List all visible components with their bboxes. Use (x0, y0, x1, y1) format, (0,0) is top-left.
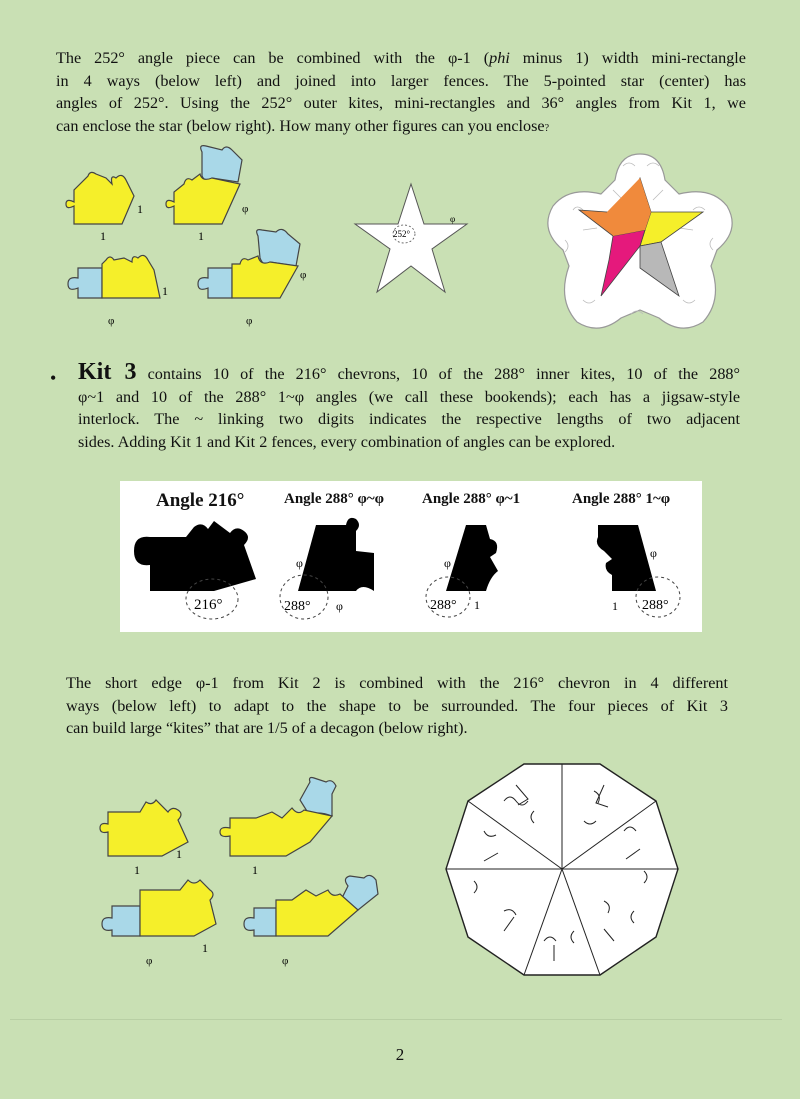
chev-label-1b: 1 (134, 863, 140, 877)
chev-label-3b: φ (146, 955, 153, 967)
combo-2 (166, 146, 242, 224)
strip-title-1-phi: Angle 288° 1~φ (572, 491, 671, 507)
inner-kite-288-piece (298, 518, 374, 591)
kit3-line-2: φ~1 and 10 of the 288° 1~φ angles (we call these bookends); each has a jigsaw-style (78, 387, 740, 406)
combo-4-label-side: φ (300, 269, 307, 281)
combo-4-label-bottom: φ (246, 315, 253, 327)
kit3-line-3: interlock. The ~ linking two digits indicates the respective lengths of two adjacent (78, 410, 740, 428)
combo-3 (68, 255, 160, 298)
kit3-line-1: Kit 3 contains 10 of the 216° chevrons, 10 of the 288° inner kites, 10 of the 288° (78, 359, 740, 385)
kit3-paragraph (78, 361, 740, 453)
combo-4 (198, 229, 300, 298)
star-figure (352, 182, 470, 302)
strip-pieces (120, 511, 702, 632)
combo-1-label-bottom: 1 (100, 229, 106, 243)
star-phi-label: φ (450, 214, 456, 224)
chevron-combo-2 (220, 808, 332, 856)
chev-label-3a: 1 (202, 941, 208, 955)
figure-252-combinations (62, 140, 332, 335)
para3-line-1: The short edge φ-1 from Kit 2 is combined with the 216° chevron in 4 different (66, 674, 728, 692)
phi-label-b: φ (336, 599, 343, 613)
combo-3-label-side: 1 (162, 284, 168, 298)
chev-label-2: 1 (252, 863, 258, 877)
chevron-paragraph (66, 672, 728, 740)
kit3-title: Kit 3 (78, 359, 137, 385)
strip-title-phi-phi: Angle 288° φ~φ (284, 491, 385, 507)
strip-title-phi-1: Angle 288° φ~1 (422, 491, 521, 507)
phi-label-a: φ (296, 556, 303, 570)
combo-1 (66, 172, 134, 224)
one-label-b: 1 (612, 599, 618, 613)
combo-1-label-side: 1 (137, 202, 143, 216)
footer-divider (10, 1019, 782, 1020)
bookend-phi-1-piece (446, 525, 498, 591)
combo-3-label-bottom: φ (108, 315, 115, 327)
decagon-figure (444, 761, 680, 979)
five-pointed-star (355, 184, 467, 292)
angle-label-288-b: 288° (430, 598, 457, 613)
one-label-a: 1 (474, 598, 480, 612)
intro-line-1: The 252° angle piece can be combined with the φ-1 (phi minus 1) width mini-rectangle (56, 49, 746, 67)
kit3-bullet: • (50, 368, 57, 388)
para3-line-2: ways (below left) to adapt to the shape to be surrounded. The four pieces of Kit 3 (66, 696, 728, 715)
chevron-216-piece (134, 521, 256, 591)
angle-label-288-a: 288° (284, 599, 311, 614)
intro-line-2: in 4 ways (below left) and joined into larger fences. The 5-pointed star (center) has (56, 71, 746, 90)
combo-2-label-side: φ (242, 203, 249, 215)
para3-line-3: can build large “kites” that are 1/5 of a decagon (below right). (66, 719, 468, 737)
bookend-1-phi-piece (597, 525, 656, 591)
chev-label-1a: 1 (176, 847, 182, 861)
figure-chevron-combinations (96, 776, 386, 968)
enclosed-star-figure (543, 150, 737, 334)
chevron-combo-3 (140, 880, 216, 936)
combo-2-label-bottom: 1 (198, 229, 204, 243)
chev-label-4: φ (282, 955, 289, 967)
phi-label-d: φ (650, 546, 657, 560)
angle-pieces-strip (120, 481, 702, 632)
chevron-combo-1 (100, 800, 188, 856)
intro-line-3: angles of 252°. Using the 252° outer kites, mini-rectangles and 36° angles from Kit 1, we (56, 94, 746, 112)
star-angle-label: 252° (393, 229, 411, 239)
phi-label-c: φ (444, 556, 451, 570)
angle-label-288-c: 288° (642, 598, 669, 613)
strip-title-216: Angle 216° (156, 490, 245, 511)
angle-label-216: 216° (194, 597, 223, 613)
intro-paragraph (56, 47, 746, 140)
intro-line-4: can enclose the star (below right). How many other figures can you enclose? (56, 116, 550, 135)
page-number: 2 (395, 1045, 405, 1064)
kit3-line-4: sides. Adding Kit 1 and Kit 2 fences, every combination of angles can be explored. (78, 432, 616, 451)
